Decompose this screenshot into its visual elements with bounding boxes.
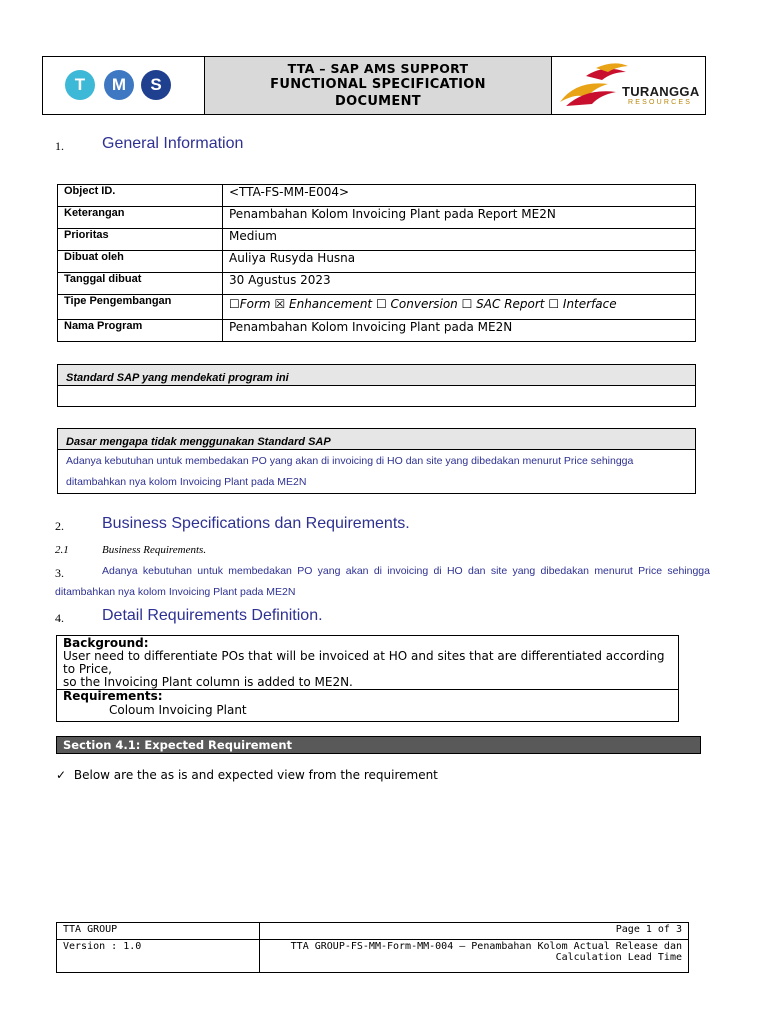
background-line-1: User need to differentiate POs that will be invoiced at HO and sites that are differentiated according to Price,: [63, 649, 665, 676]
section-3-number: 3.: [55, 566, 64, 580]
section-4-number: 4.: [55, 611, 64, 625]
info-key: Dibuat oleh: [58, 251, 223, 273]
reason-header: [57, 428, 696, 450]
info-value: Auliya Rusyda Husna: [223, 251, 696, 273]
section-3-line-2: ditambahkan nya kolom Invoicing Plant pada ME2N: [55, 586, 296, 598]
title-line-3: DOCUMENT: [335, 94, 421, 109]
info-value: Medium: [223, 229, 696, 251]
tms-logo-m: M: [104, 70, 134, 100]
footer-doc-line-2: Calculation Lead Time: [555, 952, 682, 963]
title-line-1: TTA – SAP AMS SUPPORT: [287, 61, 469, 76]
check-line: [56, 768, 438, 782]
background-line-2: so the Invoicing Plant column is added to ME2N.: [63, 675, 353, 689]
footer-version: Version : 1.0: [57, 940, 260, 973]
section-2-1-title: Business Requirements.: [102, 544, 207, 556]
footer-group: TTA GROUP: [57, 923, 260, 940]
info-key: Tipe Pengembangan: [58, 295, 223, 320]
section-3-line-1: Adanya kebutuhan untuk membedakan PO yang akan di invoicing di HO dan site yang dibedakan menurut Price sehingga: [102, 565, 710, 577]
info-value-dev-type: ☐Form ☒ Enhancement ☐ Conversion ☐ SAC Report ☐ Interface: [223, 295, 696, 320]
section-1-title: General Information: [102, 135, 244, 152]
standard-sap-content: [57, 385, 696, 407]
title-line-2: FUNCTIONAL SPECIFICATION: [270, 77, 486, 92]
info-value: 30 Agustus 2023: [223, 273, 696, 295]
background-label: Background:: [63, 636, 149, 650]
tms-logo-s: S: [141, 70, 171, 100]
brand-name: TURANGGA: [622, 84, 700, 99]
footer-doc-line-1: TTA GROUP-FS-MM-Form-MM-004 – Penambahan Kolom Actual Release dan: [290, 941, 682, 952]
standard-sap-header: [57, 364, 696, 386]
turangga-logo: [556, 62, 702, 110]
info-key: Object ID.: [58, 185, 223, 207]
reason-content: [57, 449, 696, 494]
section-4-title: Detail Requirements Definition.: [102, 607, 323, 624]
document-title: [205, 57, 552, 114]
tms-logo-t: T: [65, 70, 95, 100]
check-line-text: Below are the as is and expected view from the requirement: [73, 768, 438, 782]
requirements-label: Requirements:: [57, 689, 678, 703]
checkmark-icon: ✓: [56, 768, 67, 782]
info-value: <TTA-FS-MM-E004>: [223, 185, 696, 207]
info-value: Penambahan Kolom Invoicing Plant pada Report ME2N: [223, 207, 696, 229]
general-info-table: [57, 184, 696, 342]
requirements-box: [56, 635, 679, 722]
brand-sub: RESOURCES: [628, 99, 693, 106]
footer-page: Page 1 of 3: [260, 923, 689, 940]
info-value: Penambahan Kolom Invoicing Plant pada ME2N: [223, 320, 696, 342]
info-key: Prioritas: [58, 229, 223, 251]
footer-doc-id: [260, 940, 689, 973]
info-key: Tanggal dibuat: [58, 273, 223, 295]
section-2-title: Business Specifications dan Requirements.: [102, 515, 410, 532]
info-key: Keterangan: [58, 207, 223, 229]
info-key: Nama Program: [58, 320, 223, 342]
section-2-number: 2.: [55, 519, 64, 533]
section-1-number: 1.: [55, 139, 64, 153]
section-2-1-number: 2.1: [55, 544, 69, 556]
requirements-item: Coloum Invoicing Plant: [109, 703, 247, 717]
reason-title: Dasar mengapa tidak menggunakan Standard SAP: [66, 436, 331, 448]
reason-line-2: ditambahkan nya kolom Invoicing Plant pada ME2N: [66, 476, 307, 488]
document-footer: [56, 922, 689, 973]
section-4-1-bar: Section 4.1: Expected Requirement: [56, 736, 701, 754]
standard-sap-title: Standard SAP yang mendekati program ini: [66, 372, 289, 384]
reason-line-1: Adanya kebutuhan untuk membedakan PO yang akan di invoicing di HO dan site yang dibedakan menurut Price sehingga: [66, 455, 634, 467]
